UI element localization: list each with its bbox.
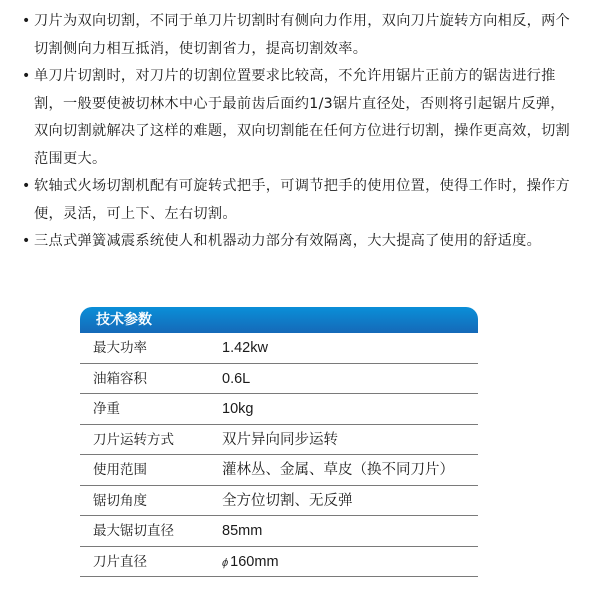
feature-text: 三点式弹簧减震系统使人和机器动力部分有效隔离，大大提高了使用的舒适度。 [34, 233, 542, 249]
spec-label: 油箱容积 [93, 370, 147, 387]
diameter-icon: ϕ [220, 556, 230, 569]
spec-row [80, 333, 478, 364]
spec-value: 全方位切割、无反弹 [222, 492, 353, 509]
bullet-icon: • [22, 233, 31, 249]
spec-table-title: 技术参数 [80, 307, 478, 333]
spec-value-text: 160mm [230, 553, 279, 570]
spec-row [80, 516, 478, 547]
bullet-icon: • [22, 13, 31, 29]
spec-value: 1.42kw [222, 340, 268, 356]
feature-text: 单刀片切割时，对刀片的切割位置要求比较高，不允许用锯片正前方的锯齿进行推割，一般要使被切林木中心于最前齿后面约1/3锯片直径处，否则将引起锯片反弹，双向切割就解决了这样的难题，双向切割能在任何方位进行切割，操作更高效，切割范围更大。 [34, 68, 571, 167]
feature-item-1 [22, 8, 578, 63]
spec-row [80, 547, 478, 578]
spec-label: 使用范围 [93, 462, 147, 478]
spec-label: 刀片运转方式 [93, 431, 174, 448]
spec-label: 净重 [93, 401, 120, 417]
spec-row [80, 425, 478, 456]
spec-value: 85mm [222, 523, 263, 539]
spec-value: 灌林丛、金属、草皮（换不同刀片） [222, 462, 454, 478]
spec-value: 双片异向同步运转 [222, 431, 338, 448]
feature-item-2 [22, 63, 578, 173]
spec-row [80, 486, 478, 517]
spec-label: 最大功率 [93, 340, 147, 356]
spec-table [80, 307, 478, 577]
feature-list [22, 8, 578, 256]
spec-label: 刀片直径 [93, 553, 147, 570]
bullet-icon: • [22, 178, 31, 194]
feature-item-4 [22, 228, 578, 256]
spec-value: 10kg [222, 401, 254, 417]
feature-item-3 [22, 173, 578, 228]
spec-row [80, 394, 478, 425]
spec-value-diameter [222, 547, 279, 578]
spec-label: 锯切角度 [93, 492, 147, 509]
feature-text: 刀片为双向切割，不同于单刀片切割时有侧向力作用，双向刀片旋转方向相反，两个切割侧向力相互抵消，使切割省力，提高切割效率。 [34, 13, 571, 57]
spec-row [80, 455, 478, 486]
spec-value: 0.6L [222, 370, 251, 387]
feature-text: 软轴式火场切割机配有可旋转式把手，可调节把手的使用位置，使得工作时，操作方便，灵活，可上下、左右切割。 [34, 178, 571, 222]
spec-row [80, 364, 478, 395]
bullet-icon: • [22, 68, 31, 84]
spec-label: 最大锯切直径 [93, 523, 174, 539]
